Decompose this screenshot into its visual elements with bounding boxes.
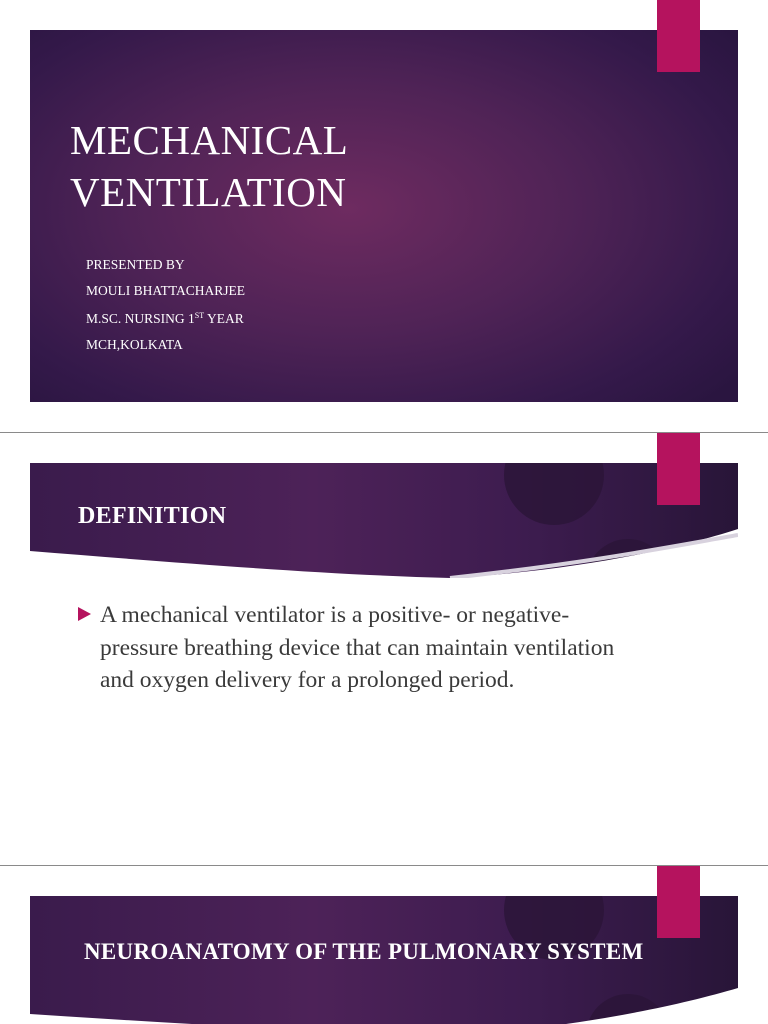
slide-heading: NEUROANATOMY OF THE PULMONARY SYSTEM — [84, 939, 644, 964]
decor-circle — [504, 463, 604, 525]
accent-tab — [657, 433, 700, 505]
band-curve — [30, 551, 450, 578]
presented-by-label: PRESENTED BY — [86, 257, 185, 272]
title-slide — [0, 0, 768, 432]
course-line — [86, 303, 245, 332]
band-curve — [30, 1014, 450, 1024]
header-band — [30, 463, 738, 578]
course-superscript: ST — [194, 311, 205, 320]
slide-heading: DEFINITION — [78, 503, 227, 529]
course-prefix: M.SC. NURSING 1 — [86, 311, 195, 326]
title-line-2: VENTILATION — [70, 169, 347, 215]
neuroanatomy-slide — [0, 866, 768, 1024]
accent-tab — [657, 0, 700, 72]
definition-slide — [0, 433, 768, 865]
band-curve — [450, 529, 738, 578]
bullet-text: A mechanical ventilator is a positive- or negative-pressure breathing device that can maintain ventilation and oxygen delivery for a prolonged period. — [100, 602, 615, 693]
institution-name: MCH,KOLKATA — [86, 336, 183, 352]
slide-title — [70, 114, 348, 218]
triangle-bullet-icon — [78, 607, 91, 621]
header-band — [30, 896, 738, 1024]
bullet-item — [78, 599, 638, 697]
accent-tab — [657, 866, 700, 938]
course-suffix: YEAR — [204, 311, 244, 326]
subtitle-block — [86, 252, 245, 357]
title-line-1: MECHANICAL — [70, 117, 349, 163]
presenter-name: MOULI BHATTACHARJEE — [86, 282, 246, 298]
